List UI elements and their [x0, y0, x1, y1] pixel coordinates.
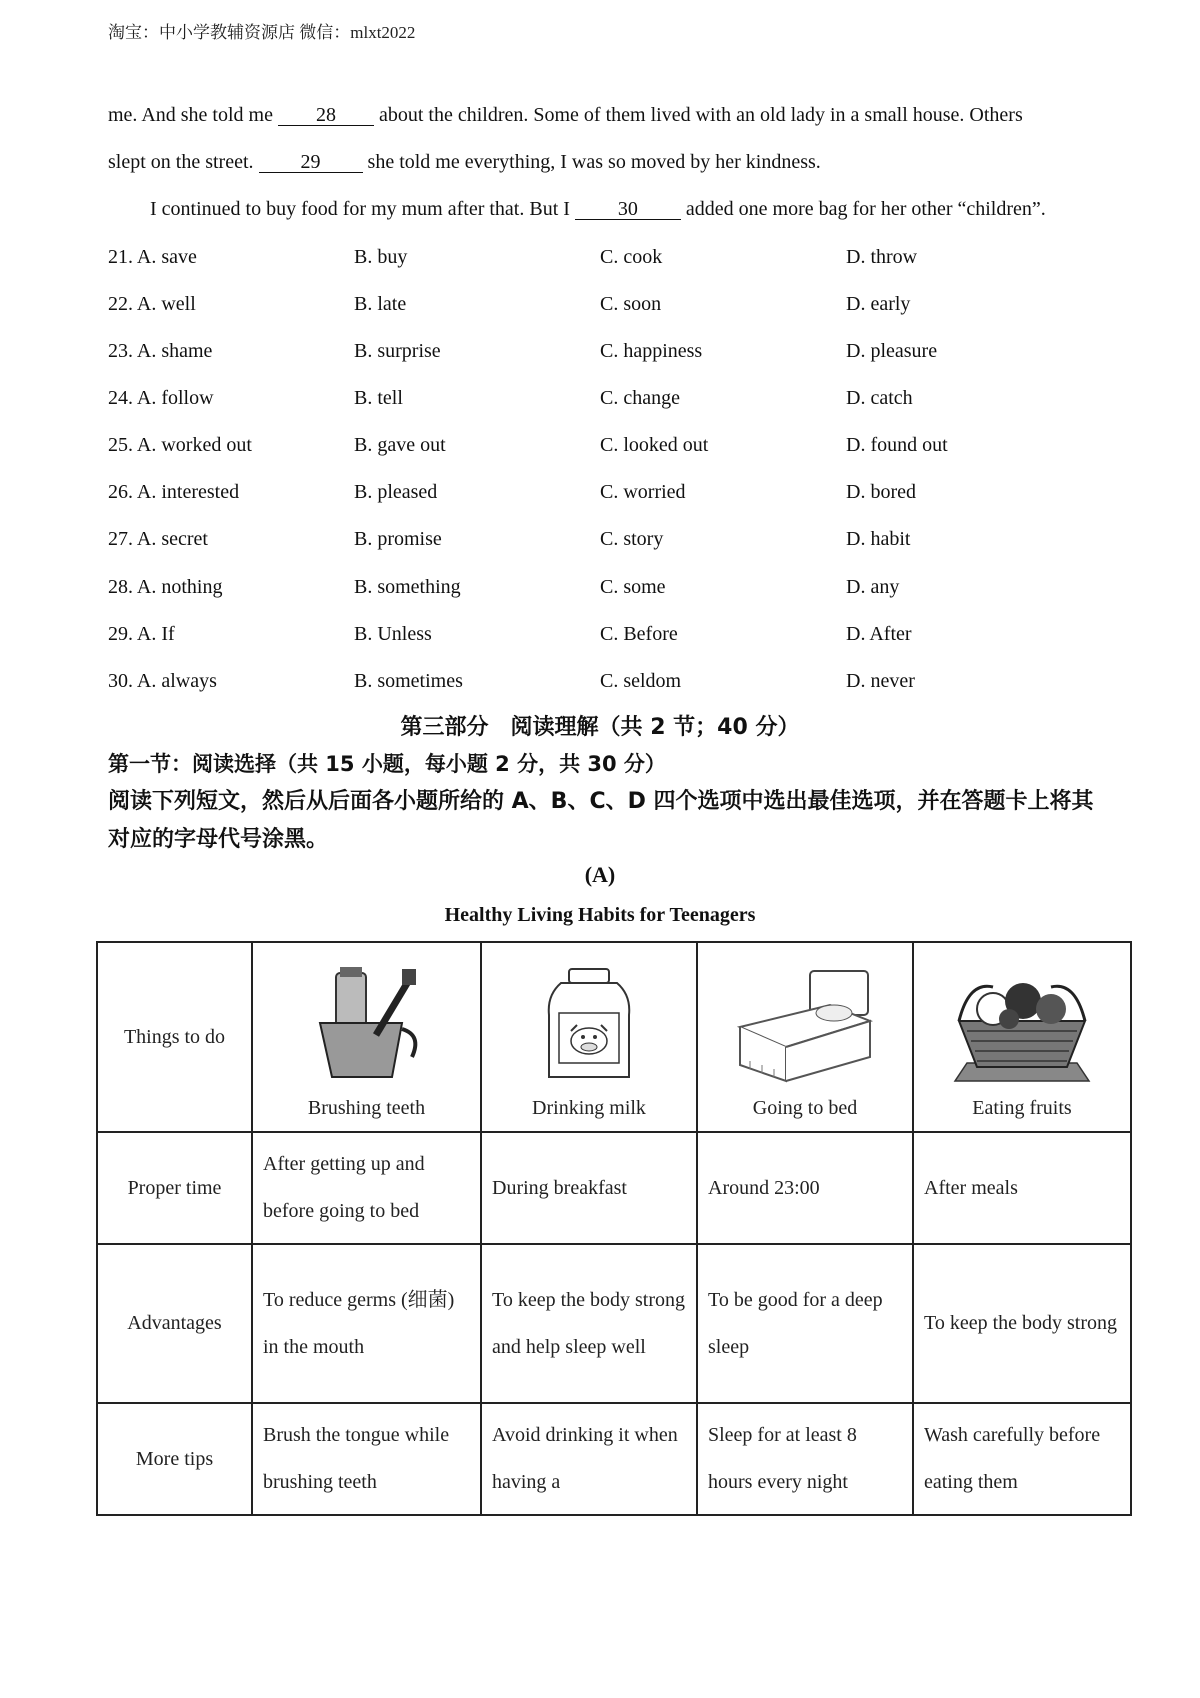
option-row [108, 623, 1108, 653]
option-d: D. early [846, 293, 911, 315]
option-c: C. change [600, 387, 680, 409]
thing-label: Going to bed [752, 1097, 858, 1119]
option-a: 30. A. always [108, 670, 217, 692]
table-cell: To keep the body strong and help sleep well [481, 1244, 697, 1403]
option-a: 23. A. shame [108, 340, 213, 362]
option-a: 27. A. secret [108, 528, 208, 550]
table-cell: Avoid drinking it when having a [481, 1403, 697, 1515]
passage-text: added one more bag for her other “children”. [680, 198, 1046, 220]
option-b: B. late [354, 293, 407, 315]
option-c: C. some [600, 576, 666, 598]
option-row [108, 670, 1108, 700]
option-d: D. After [846, 623, 912, 645]
blank-30: 30 [575, 199, 681, 220]
option-c: C. cook [600, 246, 663, 268]
section-title: 第三部分 阅读理解（共 2 节；40 分） [400, 715, 800, 740]
option-d: D. habit [846, 528, 911, 550]
option-d: D. never [846, 670, 915, 692]
table-row [97, 942, 1131, 1132]
option-row [108, 246, 1108, 276]
section-subtitle: 第一节：阅读选择（共 15 小题，每小题 2 分，共 30 分） [108, 752, 666, 776]
table-cell: Sleep for at least 8 hours every night [697, 1403, 913, 1515]
option-a: 22. A. well [108, 293, 196, 315]
thing-label: Brushing teeth [307, 1097, 426, 1119]
milk-jar-icon [539, 965, 639, 1085]
option-d: D. pleasure [846, 340, 938, 362]
option-b: B. something [354, 576, 461, 598]
table-cell [252, 942, 481, 1132]
table-cell: To be good for a deep sleep [697, 1244, 913, 1403]
option-a: 29. A. If [108, 623, 175, 645]
option-row [108, 293, 1108, 323]
option-c: C. worried [600, 481, 686, 503]
blank-29: 29 [259, 152, 363, 173]
option-b: B. pleased [354, 481, 438, 503]
option-d: D. throw [846, 246, 918, 268]
option-c: C. Before [600, 623, 678, 645]
option-c: C. soon [600, 293, 662, 315]
table-cell: After getting up and before going to bed [252, 1132, 481, 1244]
habits-table [96, 941, 1132, 1516]
option-row [108, 434, 1108, 464]
passage-line-3 [150, 198, 1046, 221]
thing-label: Drinking milk [532, 1097, 646, 1119]
passage-text: me. And she told me [108, 104, 278, 126]
option-b: B. tell [354, 387, 403, 409]
row-label: Advantages [97, 1244, 252, 1403]
option-d: D. found out [846, 434, 948, 456]
table-cell: Around 23:00 [697, 1132, 913, 1244]
table-row [97, 1132, 1131, 1244]
option-b: B. buy [354, 246, 408, 268]
option-d: D. catch [846, 387, 913, 409]
fruit-basket-icon [947, 965, 1097, 1085]
option-b: B. gave out [354, 434, 446, 456]
passage-text: slept on the street. [108, 151, 259, 173]
table-cell: To keep the body strong [913, 1244, 1131, 1403]
passage-text: she told me everything, I was so moved by her kindness. [362, 151, 821, 173]
table-cell [697, 942, 913, 1132]
option-row [108, 528, 1108, 558]
table-cell: Brush the tongue while brushing teeth [252, 1403, 481, 1515]
option-row [108, 340, 1108, 370]
thing-label: Eating fruits [972, 1097, 1072, 1119]
row-label: Proper time [97, 1132, 252, 1244]
instruction-text: 阅读下列短文，然后从后面各小题所给的 A、B、C、D 四个选项中选出最佳选项，并在答题卡上将其对应的字母代号涂黑。 [108, 789, 1094, 852]
blank-28: 28 [278, 105, 374, 126]
option-d: D. any [846, 576, 900, 598]
option-c: C. looked out [600, 434, 709, 456]
table-cell: Wash carefully before eating them [913, 1403, 1131, 1515]
passage-text: I continued to buy food for my mum after that. But I [150, 198, 575, 220]
option-row [108, 481, 1108, 511]
table-cell: After meals [913, 1132, 1131, 1244]
option-a: 25. A. worked out [108, 434, 252, 456]
table-cell: To reduce germs (细菌) in the mouth [252, 1244, 481, 1403]
passage-text: about the children. Some of them lived with an old lady in a small house. Others [373, 104, 1023, 126]
option-b: B. surprise [354, 340, 441, 362]
option-a: 24. A. follow [108, 387, 214, 409]
option-a: 26. A. interested [108, 481, 240, 503]
option-a: 28. A. nothing [108, 576, 223, 598]
option-b: B. promise [354, 528, 442, 550]
option-a: 21. A. save [108, 246, 197, 268]
option-row [108, 387, 1108, 417]
table-cell: During breakfast [481, 1132, 697, 1244]
row-label: Things to do [97, 942, 252, 1132]
passage-label: (A) [584, 862, 616, 887]
option-c: C. story [600, 528, 664, 550]
table-title: Healthy Living Habits for Teenagers [444, 904, 756, 926]
bed-icon [730, 965, 880, 1085]
option-d: D. bored [846, 481, 916, 503]
option-b: B. Unless [354, 623, 432, 645]
table-cell [481, 942, 697, 1132]
option-row [108, 576, 1108, 606]
option-c: C. happiness [600, 340, 703, 362]
passage-line-2 [108, 151, 821, 174]
table-row [97, 1403, 1131, 1515]
option-c: C. seldom [600, 670, 682, 692]
toothbrush-cup-icon [302, 965, 432, 1085]
option-b: B. sometimes [354, 670, 463, 692]
page-header-watermark: 淘宝：中小学教辅资源店 微信：mlxt2022 [108, 23, 416, 42]
passage-line-1 [108, 104, 1023, 127]
table-row [97, 1244, 1131, 1403]
table-cell [913, 942, 1131, 1132]
row-label: More tips [97, 1403, 252, 1515]
